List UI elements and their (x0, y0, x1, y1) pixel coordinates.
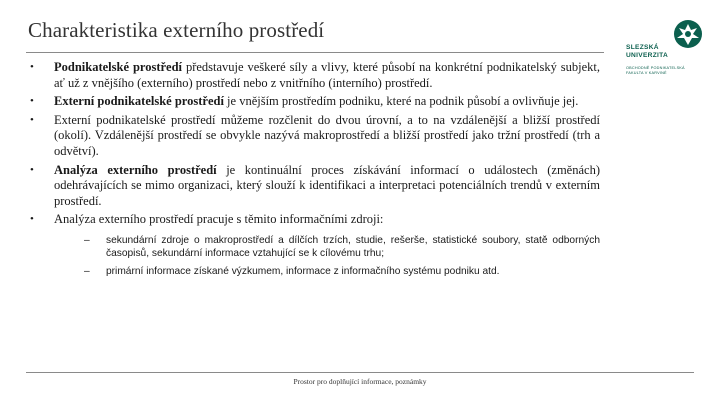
bullet-item (30, 212, 600, 278)
bullet-item (30, 163, 600, 210)
bullet-text: je vnějším prostředím podniku, které na podnik působí a ovlivňuje jej. (223, 94, 579, 109)
sub-item-text: sekundární zdroje o makroprostředí a dílčích trzích, studie, rešerše, statistické soubory, statě odborných časopisů, sekundární informace vztahující se k cílovému trhu; (106, 234, 600, 259)
bullet-text: Externí podnikatelské prostředí můžeme rozčlenit do dvou úrovní, a to na vzdálenější a bližší prostředí (okolí). Vzdálenější prostředí se obvykle nazývá makroprostředí a bližší prostředí jako tržní prostředí (trh a odvětví). (54, 112, 600, 158)
logo-subtitle: OBCHODNĚ PODNIKATELSKÁ FAKULTA V KARVINÉ (626, 66, 685, 75)
bullet-icon: • (30, 95, 34, 108)
bullet-list (30, 60, 600, 278)
title-divider (26, 52, 604, 53)
bullet-term: Analýza externího prostředí (54, 162, 217, 177)
bullet-item (30, 113, 600, 160)
bullet-icon: • (30, 213, 34, 226)
slide-title: Charakteristika externího prostředí (28, 18, 325, 42)
footer-note: Prostor pro doplňující informace, poznámky (293, 377, 427, 386)
bullet-text: Analýza externího prostředí pracuje s těmito informačními zdroji: (54, 212, 384, 227)
bullet-icon: • (30, 163, 34, 176)
dash-icon: – (84, 234, 90, 246)
sub-list (54, 234, 600, 278)
bullet-text: představuje veškeré síly a vlivy, které působí na konkrétní podnikatelský subjekt, ať už z vnějšího (externího) prostředí nebo z vnitřního (interního) prostředí. (54, 60, 600, 90)
sub-item (54, 265, 600, 278)
dash-icon: – (84, 265, 90, 277)
bullet-item (30, 94, 600, 110)
bullet-icon: • (30, 61, 34, 73)
sub-item-text: primární informace získané výzkumem, informace z informačního systému podniku atd. (106, 265, 500, 277)
slide-body (30, 60, 600, 283)
bullet-text: je kontinuální proces získávání informací o událostech (změnách) odehrávajících se mimo organizaci, který slouží k identifikaci a interpretaci potenciálních trendů v externím prostředí. (54, 162, 600, 208)
footer-divider (26, 372, 694, 373)
bullet-item (30, 60, 600, 91)
bullet-term: Externí podnikatelské prostředí (54, 94, 224, 109)
logo-wordmark: SLEZSKÁ UNIVERZITA (626, 44, 669, 59)
bullet-term: Podnikatelské prostředí (54, 60, 183, 74)
bullet-icon: • (30, 113, 34, 126)
sub-item (54, 234, 600, 260)
